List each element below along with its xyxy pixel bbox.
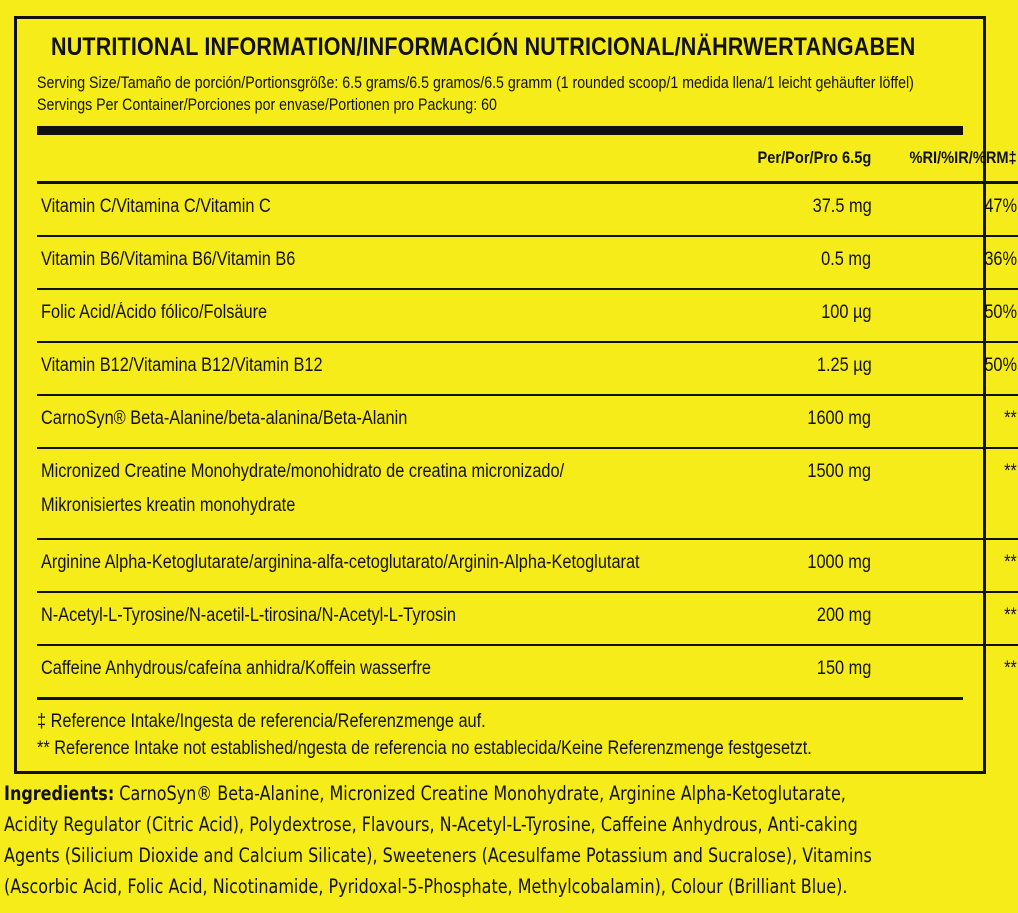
ingredients-text-1: CarnoSyn® Beta-Alanine, Micronized Creatine Monohydrate, Arginine Alpha-Ketoglutarate, [114,782,846,805]
table-row [37,592,1018,645]
nutrient-name-line2: Mikronisiertes kreatin monohydrate [41,495,296,516]
table-row [37,289,1018,342]
table-row [37,539,1018,592]
ingredients-label: Ingredients: [4,782,115,805]
ingredients-line-3: Agents (Silicium Dioxide and Calcium Silicate), Sweeteners (Acesulfame Potassium and Sucralose), Vitamins [4,844,872,867]
panel-title: NUTRITIONAL INFORMATION/INFORMACIÓN NUTRICIONAL/NÄHRWERTANGABEN [51,33,916,61]
nutrient-ri: 47% [984,196,1018,217]
nutrient-name: Micronized Creatine Monohydrate/monohidrato de creatina micronizado/ [41,461,565,482]
nutrient-name: N-Acetyl-L-Tyrosine/N-acetil-L-tirosina/N-Acetyl-L-Tyrosin [41,605,456,626]
nutrient-ri: 50% [984,302,1018,323]
footnote-not-established: ** Reference Intake not established/ngesta de referencia no establecida/Keine Referenzmenge festgesetzt. [37,738,812,759]
nutrient-amount: 1000 mg [807,552,872,573]
ingredients-line-4: (Ascorbic Acid, Folic Acid, Nicotinamide, Pyridoxal-5-Phosphate, Methylcobalamin), Colour (Brilliant Blue). [4,875,848,898]
footnotes [37,708,963,762]
nutrient-name: Folic Acid/Ácido fólico/Folsäure [41,302,268,323]
table-header [37,135,1018,183]
table-row [37,342,1018,395]
servings-per-container: Servings Per Container/Porciones por envase/Portionen pro Packung: 60 [37,96,497,114]
nutrient-ri: 50% [984,355,1018,376]
nutrient-ri: ** [1004,461,1018,482]
nutrient-amount: 1500 mg [807,461,872,482]
nutrient-name: Vitamin B6/Vitamina B6/Vitamin B6 [41,249,296,270]
nutrient-ri: 36% [984,249,1018,270]
ingredients-line-1 [4,778,988,809]
nutrient-amount: 0.5 mg [821,249,872,270]
nutrient-ri: ** [1004,658,1018,679]
nutrient-amount: 200 mg [816,605,872,626]
table-row [37,183,1018,237]
serving-size: Serving Size/Tamaño de porción/Portionsgröße: 6.5 grams/6.5 gramos/6.5 gramm (1 rounded scoop/1 medida llena/1 leicht gehäufter löffel) [37,74,914,92]
thick-divider [37,126,963,135]
ingredients-block [4,778,988,902]
serving-info [37,72,914,116]
table-row [37,236,1018,289]
table-row [37,395,1018,448]
nutrient-amount: 1.25 µg [816,355,872,376]
table-row [37,448,1018,539]
header-amount: Per/Por/Pro 6.5g [757,148,872,167]
nutrient-ri: ** [1004,408,1018,429]
nutrition-panel [14,16,1018,774]
nutrient-name: Caffeine Anhydrous/cafeína anhidra/Koffein wasserfre [41,658,431,679]
nutrient-amount: 37.5 mg [812,196,872,217]
header-ri: %RI/%IR/%RM‡ [909,148,1018,167]
table-row [37,645,1018,697]
nutrient-amount: 150 mg [816,658,872,679]
nutrient-ri: ** [1004,605,1018,626]
footnote-reference-intake: ‡ Reference Intake/Ingesta de referencia/Referenzmenge auf. [37,711,486,732]
nutrient-amount: 1600 mg [807,408,872,429]
nutrition-table [37,135,1018,697]
nutrient-name: CarnoSyn® Beta-Alanine/beta-alanina/Beta-Alanin [41,408,408,429]
nutrition-table-wrap [37,135,1018,700]
nutrient-name: Vitamin C/Vitamina C/Vitamin C [41,196,271,217]
nutrient-name: Arginine Alpha-Ketoglutarate/arginina-alfa-cetoglutarato/Arginin-Alpha-Ketoglutarat [41,552,640,573]
ingredients-line-2: Acidity Regulator (Citric Acid), Polydextrose, Flavours, N-Acetyl-L-Tyrosine, Caffeine Anhydrous, Anti-caking [4,813,858,836]
nutrient-ri: ** [1004,552,1018,573]
nutrient-name: Vitamin B12/Vitamina B12/Vitamin B12 [41,355,323,376]
nutrient-amount: 100 µg [821,302,872,323]
